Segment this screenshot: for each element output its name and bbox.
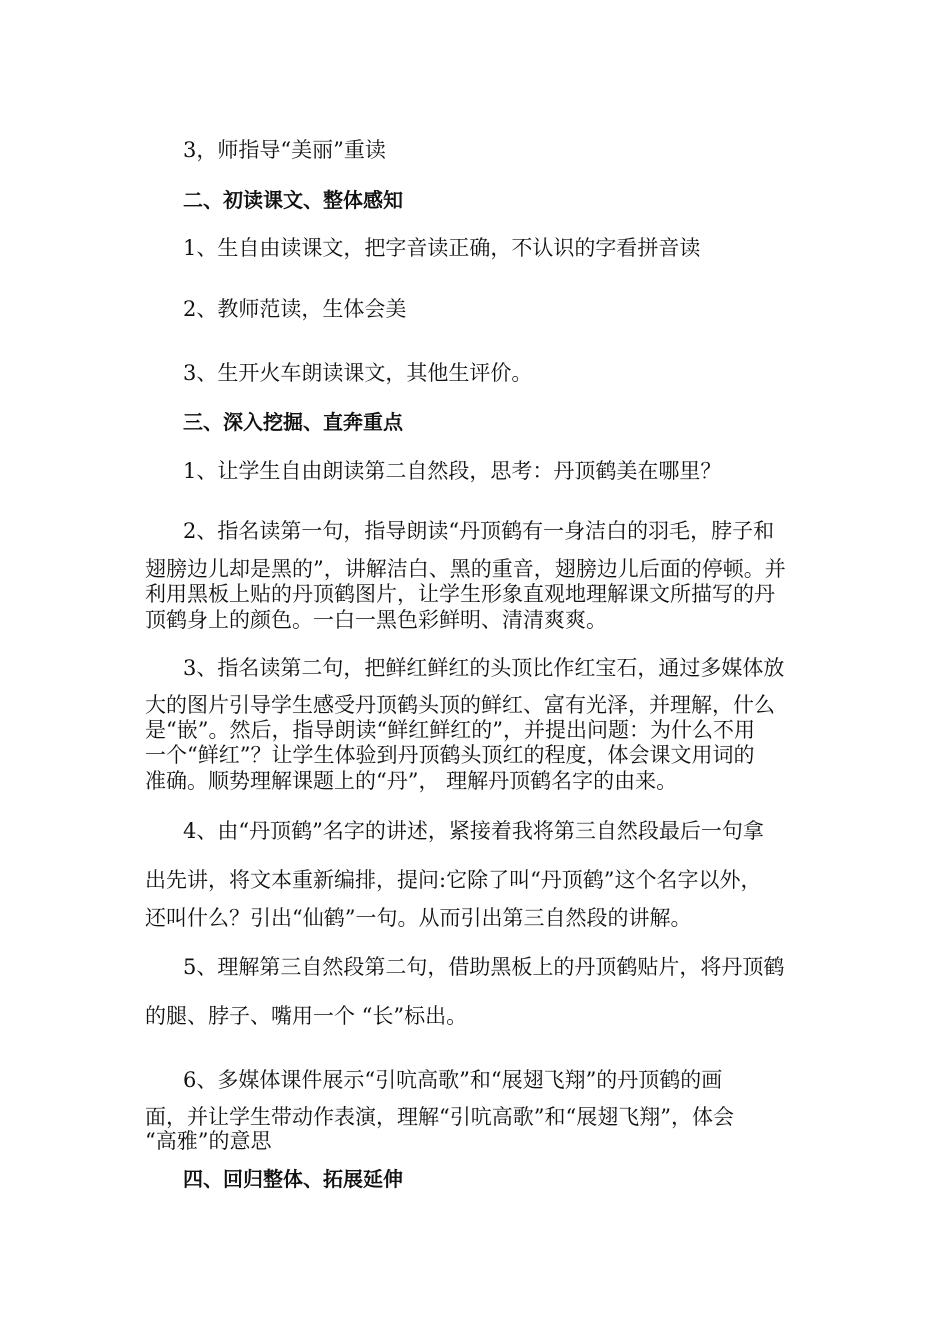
section-heading-3: 三、深入挖掘、直奔重点 (183, 410, 403, 434)
section-heading-4: 四、回归整体、拓展延伸 (183, 1167, 403, 1191)
paragraph-line: 准确。顺势理解课题上的“丹”， 理解丹顶鹤名字的由来。 (145, 769, 678, 793)
paragraph-line: 3、指名读第二句，把鲜红鲜红的头顶比作红宝石，通过多媒体放 (183, 656, 785, 680)
paragraph-line: 出先讲，将文本重新编排，提问:它除了叫“丹顶鹤”这个名字以外， (145, 868, 762, 892)
paragraph-line: 面，并让学生带动作表演，理解“引吭高歌”和“展翅飞翔”，体会 (145, 1105, 734, 1129)
paragraph-line: 利用黑板上贴的丹顶鹤图片，让学生形象直观地理解课文所描写的丹 (145, 582, 775, 606)
paragraph-line: 2、指名读第一句，指导朗读“丹顶鹤有一身洁白的羽毛，脖子和 (183, 519, 775, 543)
item-2-1: 1、生自由读课文，把字音读正确，不认识的字看拼音读 (183, 236, 701, 260)
paragraph-line: “高雅”的意思 (145, 1129, 272, 1153)
step-3-line: 3，师指导“美丽”重读 (183, 138, 386, 162)
paragraph-line: 还叫什么？引出“仙鹤”一句。从而引出第三自然段的讲解。 (145, 906, 692, 930)
paragraph-line: 一个“鲜红”？让学生体验到丹顶鹤头顶红的程度，体会课文用词的 (145, 743, 755, 767)
item-2-2: 2、教师范读，生体会美 (183, 297, 407, 321)
paragraph-line: 是“嵌”。然后，指导朗读“鲜红鲜红的”，并提出问题：为什么不用 (145, 718, 755, 742)
item-3-1: 1、让学生自由朗读第二自然段，思考：丹顶鹤美在哪里？ (183, 459, 722, 483)
item-2-3: 3、生开火车朗读课文，其他生评价。 (183, 361, 533, 385)
paragraph-line: 6、多媒体课件展示“引吭高歌”和“展翅飞翔”的丹顶鹤的画 (183, 1068, 723, 1092)
paragraph-line: 翅膀边儿却是黑的”，讲解洁白、黑的重音，翅膀边儿后面的停顿。并 (145, 557, 786, 581)
section-heading-2: 二、初读课文、整体感知 (183, 188, 403, 212)
paragraph-line: 顶鹤身上的颜色。一白一黑色彩鲜明、清清爽爽。 (145, 608, 607, 632)
paragraph-line: 的腿、脖子、嘴用一个 “长”标出。 (145, 1004, 468, 1028)
paragraph-line: 4、由“丹顶鹤”名字的讲述，紧接着我将第三自然段最后一句拿 (183, 819, 764, 843)
paragraph-line: 大的图片引导学生感受丹顶鹤头顶的鲜红、富有光泽，并理解，什么 (145, 693, 775, 717)
paragraph-line: 5、理解第三自然段第二句，借助黑板上的丹顶鹤贴片，将丹顶鹤 (183, 955, 785, 979)
